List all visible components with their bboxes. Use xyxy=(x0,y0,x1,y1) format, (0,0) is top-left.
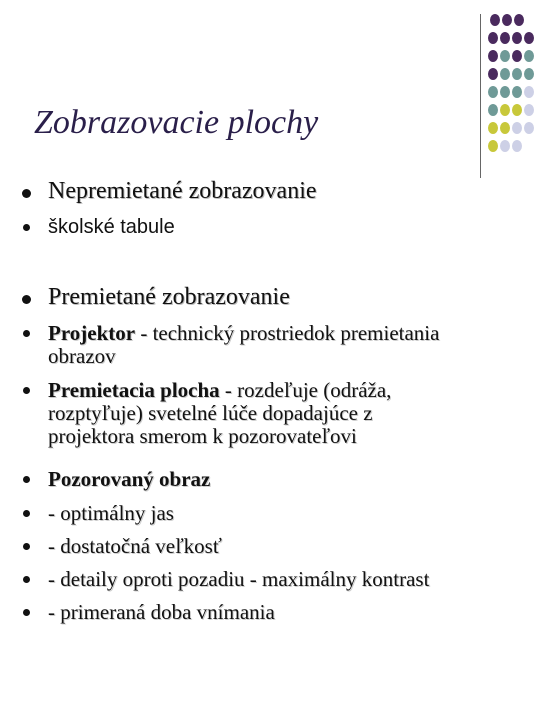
bullet-icon xyxy=(23,224,30,231)
decorative-dot xyxy=(500,50,510,62)
decorative-dot xyxy=(490,14,500,26)
list-item-text: - dostatočná veľkosť xyxy=(48,534,222,558)
term: Pozorovaný obraz xyxy=(48,467,211,491)
bullet-icon xyxy=(22,189,31,198)
definition-continued: obrazov xyxy=(48,344,116,368)
bullet-icon xyxy=(23,543,30,550)
bullet-icon xyxy=(22,295,31,304)
decorative-dot xyxy=(512,104,522,116)
decorative-dot xyxy=(524,104,534,116)
decorative-dot xyxy=(524,86,534,98)
decorative-dot xyxy=(524,122,534,134)
decorative-dot xyxy=(488,86,498,98)
decorative-dot xyxy=(500,68,510,80)
bullet-icon xyxy=(23,609,30,616)
decorative-dot xyxy=(524,32,534,44)
definition: - rozdeľuje (odráža, xyxy=(219,378,392,402)
bullet-icon xyxy=(23,330,30,337)
list-item-text: školské tabule xyxy=(48,216,175,238)
list-item-text: - primeraná doba vnímania xyxy=(48,600,275,624)
term: Premietacia plocha xyxy=(48,378,220,402)
list-item-text xyxy=(48,468,210,491)
term: Projektor xyxy=(48,321,136,345)
decorative-dot xyxy=(500,32,510,44)
definition-continued: projektora smerom k pozorovateľovi xyxy=(48,424,357,448)
definition-continued: rozptyľuje) svetelné lúče dopadajúce z xyxy=(48,401,373,425)
decorative-dot xyxy=(500,104,510,116)
decorative-dot xyxy=(500,140,510,152)
decorative-dot xyxy=(488,50,498,62)
decorative-dot xyxy=(488,104,498,116)
decorative-dot xyxy=(488,68,498,80)
decorative-dot xyxy=(524,68,534,80)
list-item-text: - optimálny jas xyxy=(48,501,174,525)
decorative-vertical-line xyxy=(480,14,481,178)
definition: - technický prostriedok premietania xyxy=(135,321,440,345)
decorative-dot xyxy=(512,32,522,44)
decorative-dot xyxy=(512,140,522,152)
list-item-text: Nepremietané zobrazovanie xyxy=(48,178,317,204)
decorative-dot xyxy=(502,14,512,26)
decorative-dot xyxy=(524,50,534,62)
bullet-icon xyxy=(23,387,30,394)
decorative-dot xyxy=(512,68,522,80)
decorative-dot xyxy=(512,86,522,98)
decorative-dot xyxy=(488,122,498,134)
decorative-dot xyxy=(512,50,522,62)
decorative-dot-grid xyxy=(488,14,548,164)
list-item-text: Premietané zobrazovanie xyxy=(48,284,290,310)
decorative-dot xyxy=(514,14,524,26)
list-item-text xyxy=(48,379,391,448)
bullet-icon xyxy=(23,476,30,483)
decorative-dot xyxy=(500,86,510,98)
decorative-dot xyxy=(500,122,510,134)
decorative-dot xyxy=(488,32,498,44)
list-item-text xyxy=(48,322,439,368)
decorative-dot xyxy=(512,122,522,134)
bullet-icon xyxy=(23,510,30,517)
list-item-text: - detaily oproti pozadiu - maximálny kontrast xyxy=(48,567,430,591)
slide-title: Zobrazovacie plochy xyxy=(34,104,319,141)
decorative-dot xyxy=(488,140,498,152)
bullet-icon xyxy=(23,576,30,583)
